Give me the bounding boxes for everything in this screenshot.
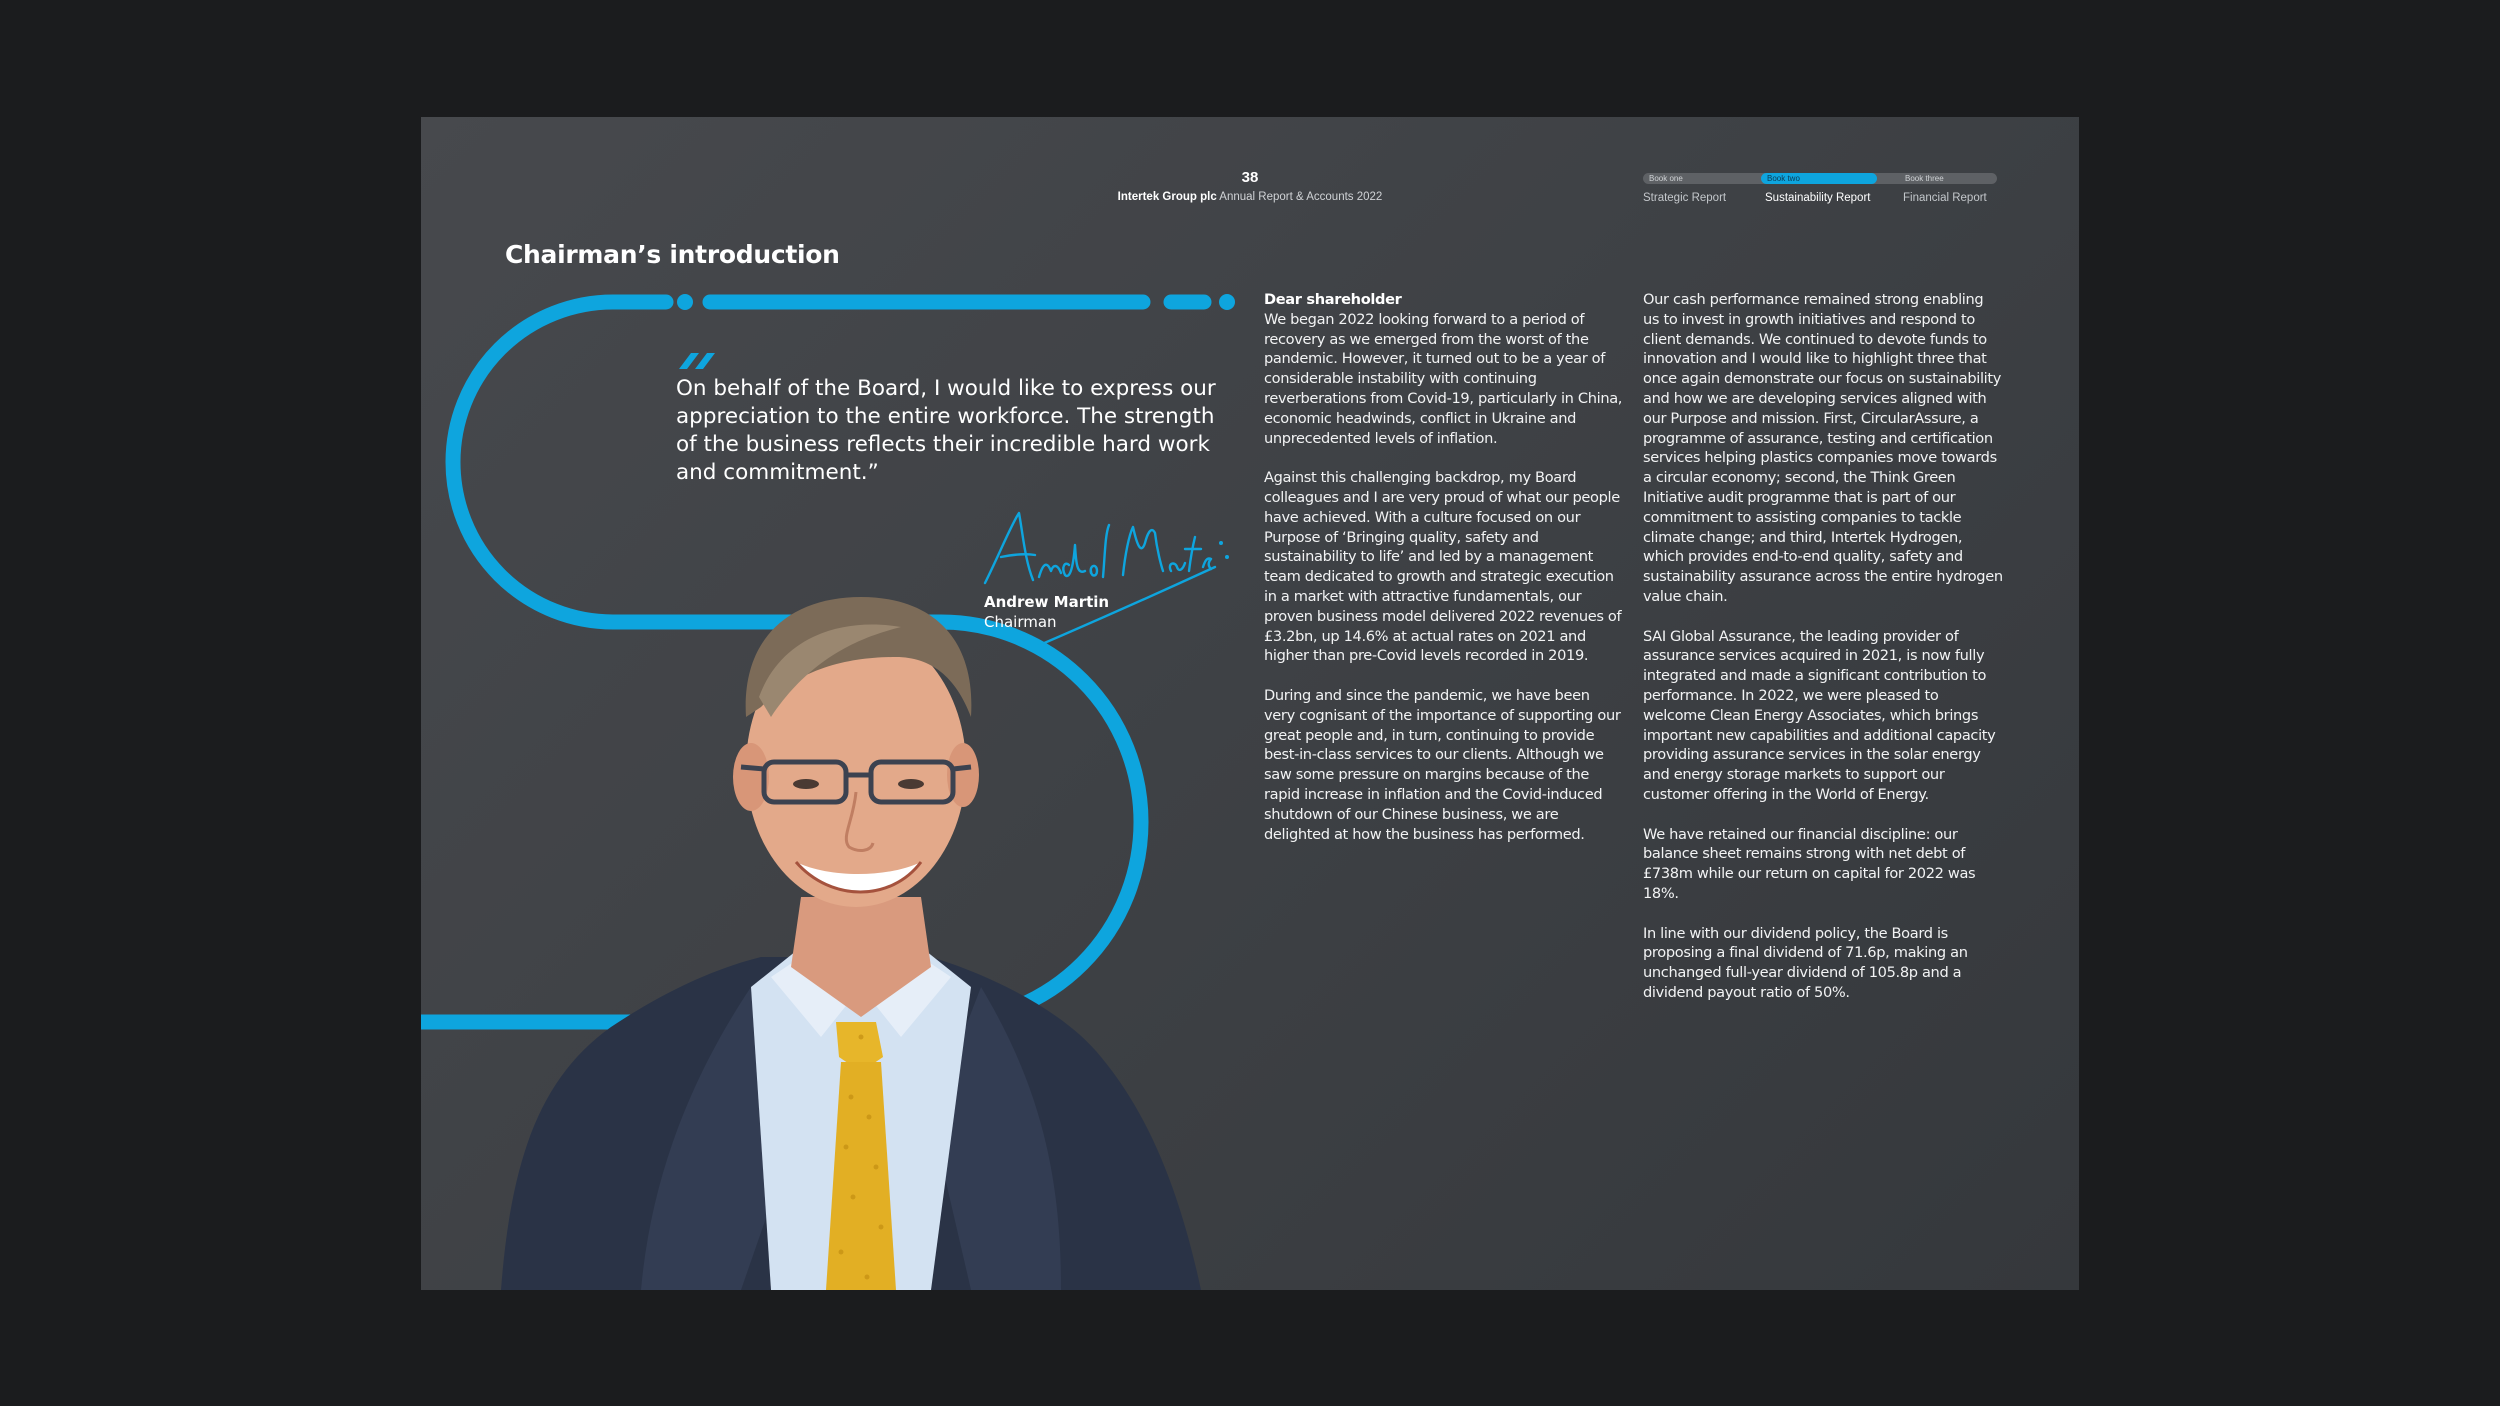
body-column-2	[1643, 290, 2003, 1022]
report-page	[421, 117, 2079, 1290]
paragraph: SAI Global Assurance, the leading provider of assurance services acquired in 2021, is now fully integrated and made a significant contribution to performance. In 2022, we were pleased to welcome Clean Energy Associates, which brings important new capabilities and additional capacity providing assurance services in the solar energy and energy storage markets to support our customer offering in the World of Energy.	[1643, 627, 1996, 803]
book-two-tab[interactable]: Book two	[1761, 173, 1877, 184]
quote-marks-icon	[677, 349, 717, 371]
signatory-role: Chairman	[984, 613, 1057, 631]
ribbon-dot-right	[1219, 294, 1235, 310]
book-three-tab[interactable]: Book three	[1905, 174, 1944, 183]
paragraph: We began 2022 looking forward to a period of recovery as we emerged from the worst of the pandemic. However, it turned out to be a year of considerable instability with continuing reverberations from Covid-19, particularly in China, economic headwinds, conflict in Ukraine and unprecedented levels of inflation.	[1264, 310, 1623, 447]
ribbon-dot-left	[677, 294, 693, 310]
book-one-tab[interactable]: Book one	[1649, 174, 1683, 183]
pull-quote: On behalf of the Board, I would like to express our appreciation to the entire workforce. The strength of the business reflects their incredible hard work and commitment.”	[676, 376, 1216, 485]
report-name: Annual Report & Accounts 2022	[1219, 191, 1383, 203]
salutation: Dear shareholder	[1264, 291, 1402, 308]
company-name: Intertek Group plc	[1117, 191, 1217, 203]
sustainability-report-link[interactable]: Sustainability Report	[1765, 192, 1871, 204]
strategic-report-link[interactable]: Strategic Report	[1643, 192, 1727, 204]
signatory-name: Andrew Martin	[984, 593, 1110, 611]
financial-report-link[interactable]: Financial Report	[1903, 192, 1987, 204]
paragraph: Our cash performance remained strong enabling us to invest in growth initiatives and respond to client demands. We continued to devote funds to innovation and I would like to highlight three that once again demonstrate our focus on sustainability and how we are developing services aligned with our Purpose and mission. First, CircularAssure, a programme of assurance, testing and certification services helping plastics companies move towards a circular economy; second, the Think Green Initiative audit programme that is part of our commitment to assisting companies to tackle climate change; and third, Intertek Hydrogen, which provides end-to-end quality, safety and sustainability assurance across the entire hydrogen value chain.	[1643, 291, 2003, 605]
page-title: Chairman’s introduction	[505, 240, 840, 269]
page-number: 38	[1241, 169, 1259, 186]
paragraph: In line with our dividend policy, the Board is proposing a final dividend of 71.6p, making an unchanged full-year dividend of 105.8p and a dividend payout ratio of 50%.	[1643, 924, 1968, 1001]
paragraph: We have retained our financial discipline: our balance sheet remains strong with net debt of £738m while our return on capital for 2022 was 18%.	[1643, 825, 1976, 902]
body-column-1	[1264, 290, 1624, 864]
paragraph: During and since the pandemic, we have been very cognisant of the importance of supporting our great people and, in turn, continuing to provide best-in-class services to our clients. Although we saw some pressure on margins because of the rapid increase in inflation and the Covid-induced shutdown of our Chinese business, we are delighted at how the business has performed.	[1264, 686, 1621, 843]
paragraph: Against this challenging backdrop, my Board colleagues and I are very proud of what our people have achieved. With a culture focused on our Purpose of ‘Bringing quality, safety and sustainability to life’ and led by a management team dedicated to growth and strategic execution in a market with attractive fundamentals, our proven business model delivered 2022 revenues of £3.2bn, up 14.6% at actual rates on 2021 and higher than pre-Covid levels recorded in 2019.	[1264, 469, 1622, 665]
